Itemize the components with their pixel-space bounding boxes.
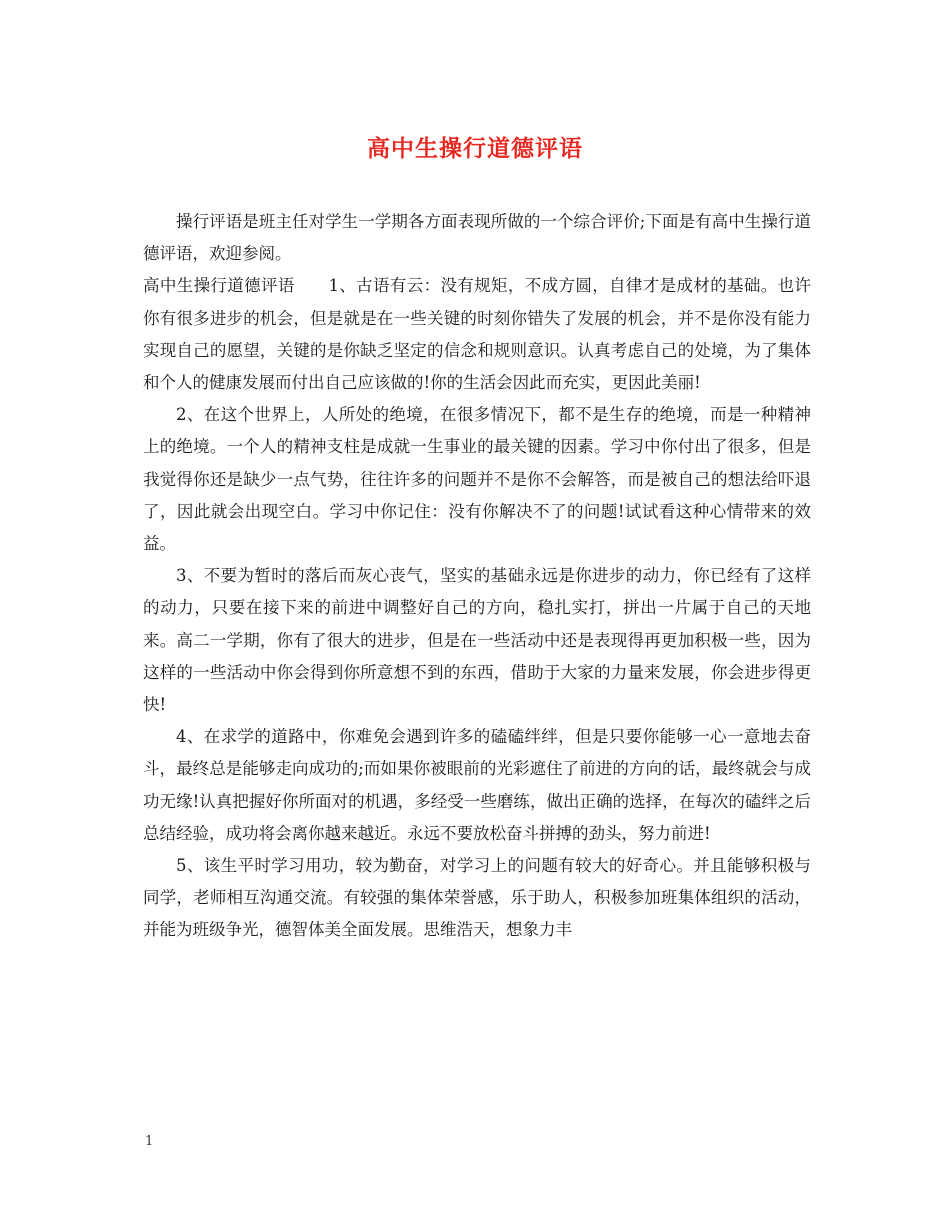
paragraph-2: 2、在这个世界上，人所处的绝境，在很多情况下，都不是生存的绝境，而是一种精神上的绝境。一个人的精神支柱是成就一生事业的最关键的因素。学习中你付出了很多，但是我觉得你还是缺少一点气势，往往许多的问题并不是你不会解答，而是被自己的想法给吓退了，因此就会出现空白。学习中你记住：没有你解决不了的问题!试试看这种心情带来的效益。: [143, 405, 811, 554]
paragraph-5: 5、该生平时学习用功，较为勤奋，对学习上的问题有较大的好奇心。并且能够积极与同学，老师相互沟通交流。有较强的集体荣誉感，乐于助人，积极参加班集体组织的活动，并能为班级争光，德智体美全面发展。思维浩天，想象力丰: [143, 856, 811, 940]
paragraph-3: 3、不要为暂时的落后而灰心丧气，坚实的基础永远是你进步的动力，你已经有了这样的动力，只要在接下来的前进中调整好自己的方向，稳扎实打，拼出一片属于自己的天地来。高二一学期，你有了很大的进步，但是在一些活动中还是表现得再更加积极一些，因为这样的一些活动中你会得到你所意想不到的东西，借助于大家的力量来发展，你会进步得更快!: [143, 566, 811, 715]
intro-paragraph: 操行评语是班主任对学生一学期各方面表现所做的一个综合评价;下面是有高中生操行道德评语，欢迎参阅。: [143, 212, 811, 264]
page-number: 1: [145, 1134, 154, 1149]
document-title: 高中生操行道德评语: [367, 135, 583, 162]
paragraph-1: 高中生操行道德评语 1、古语有云：没有规矩，不成方圆，自律才是成材的基础。也许你有很多进步的机会，但是就是在一些关键的时刻你错失了发展的机会，并不是你没有能力实现自己的愿望，关键的是你缺乏坚定的信念和规则意识。认真考虑自己的处境，为了集体和个人的健康发展而付出自己应该做的!你的生活会因此而充实，更因此美丽!: [143, 276, 811, 393]
paragraph-4: 4、在求学的道路中，你难免会遇到许多的磕磕绊绊，但是只要你能够一心一意地去奋斗，最终总是能够走向成功的;而如果你被眼前的光彩遮住了前进的方向的话，最终就会与成功无缘!认真把握好你所面对的机遇，多经受一些磨练，做出正确的选择，在每次的磕绊之后总结经验，成功将会离你越来越近。永远不要放松奋斗拼搏的劲头，努力前进!: [143, 727, 811, 843]
document-body: [143, 206, 811, 947]
